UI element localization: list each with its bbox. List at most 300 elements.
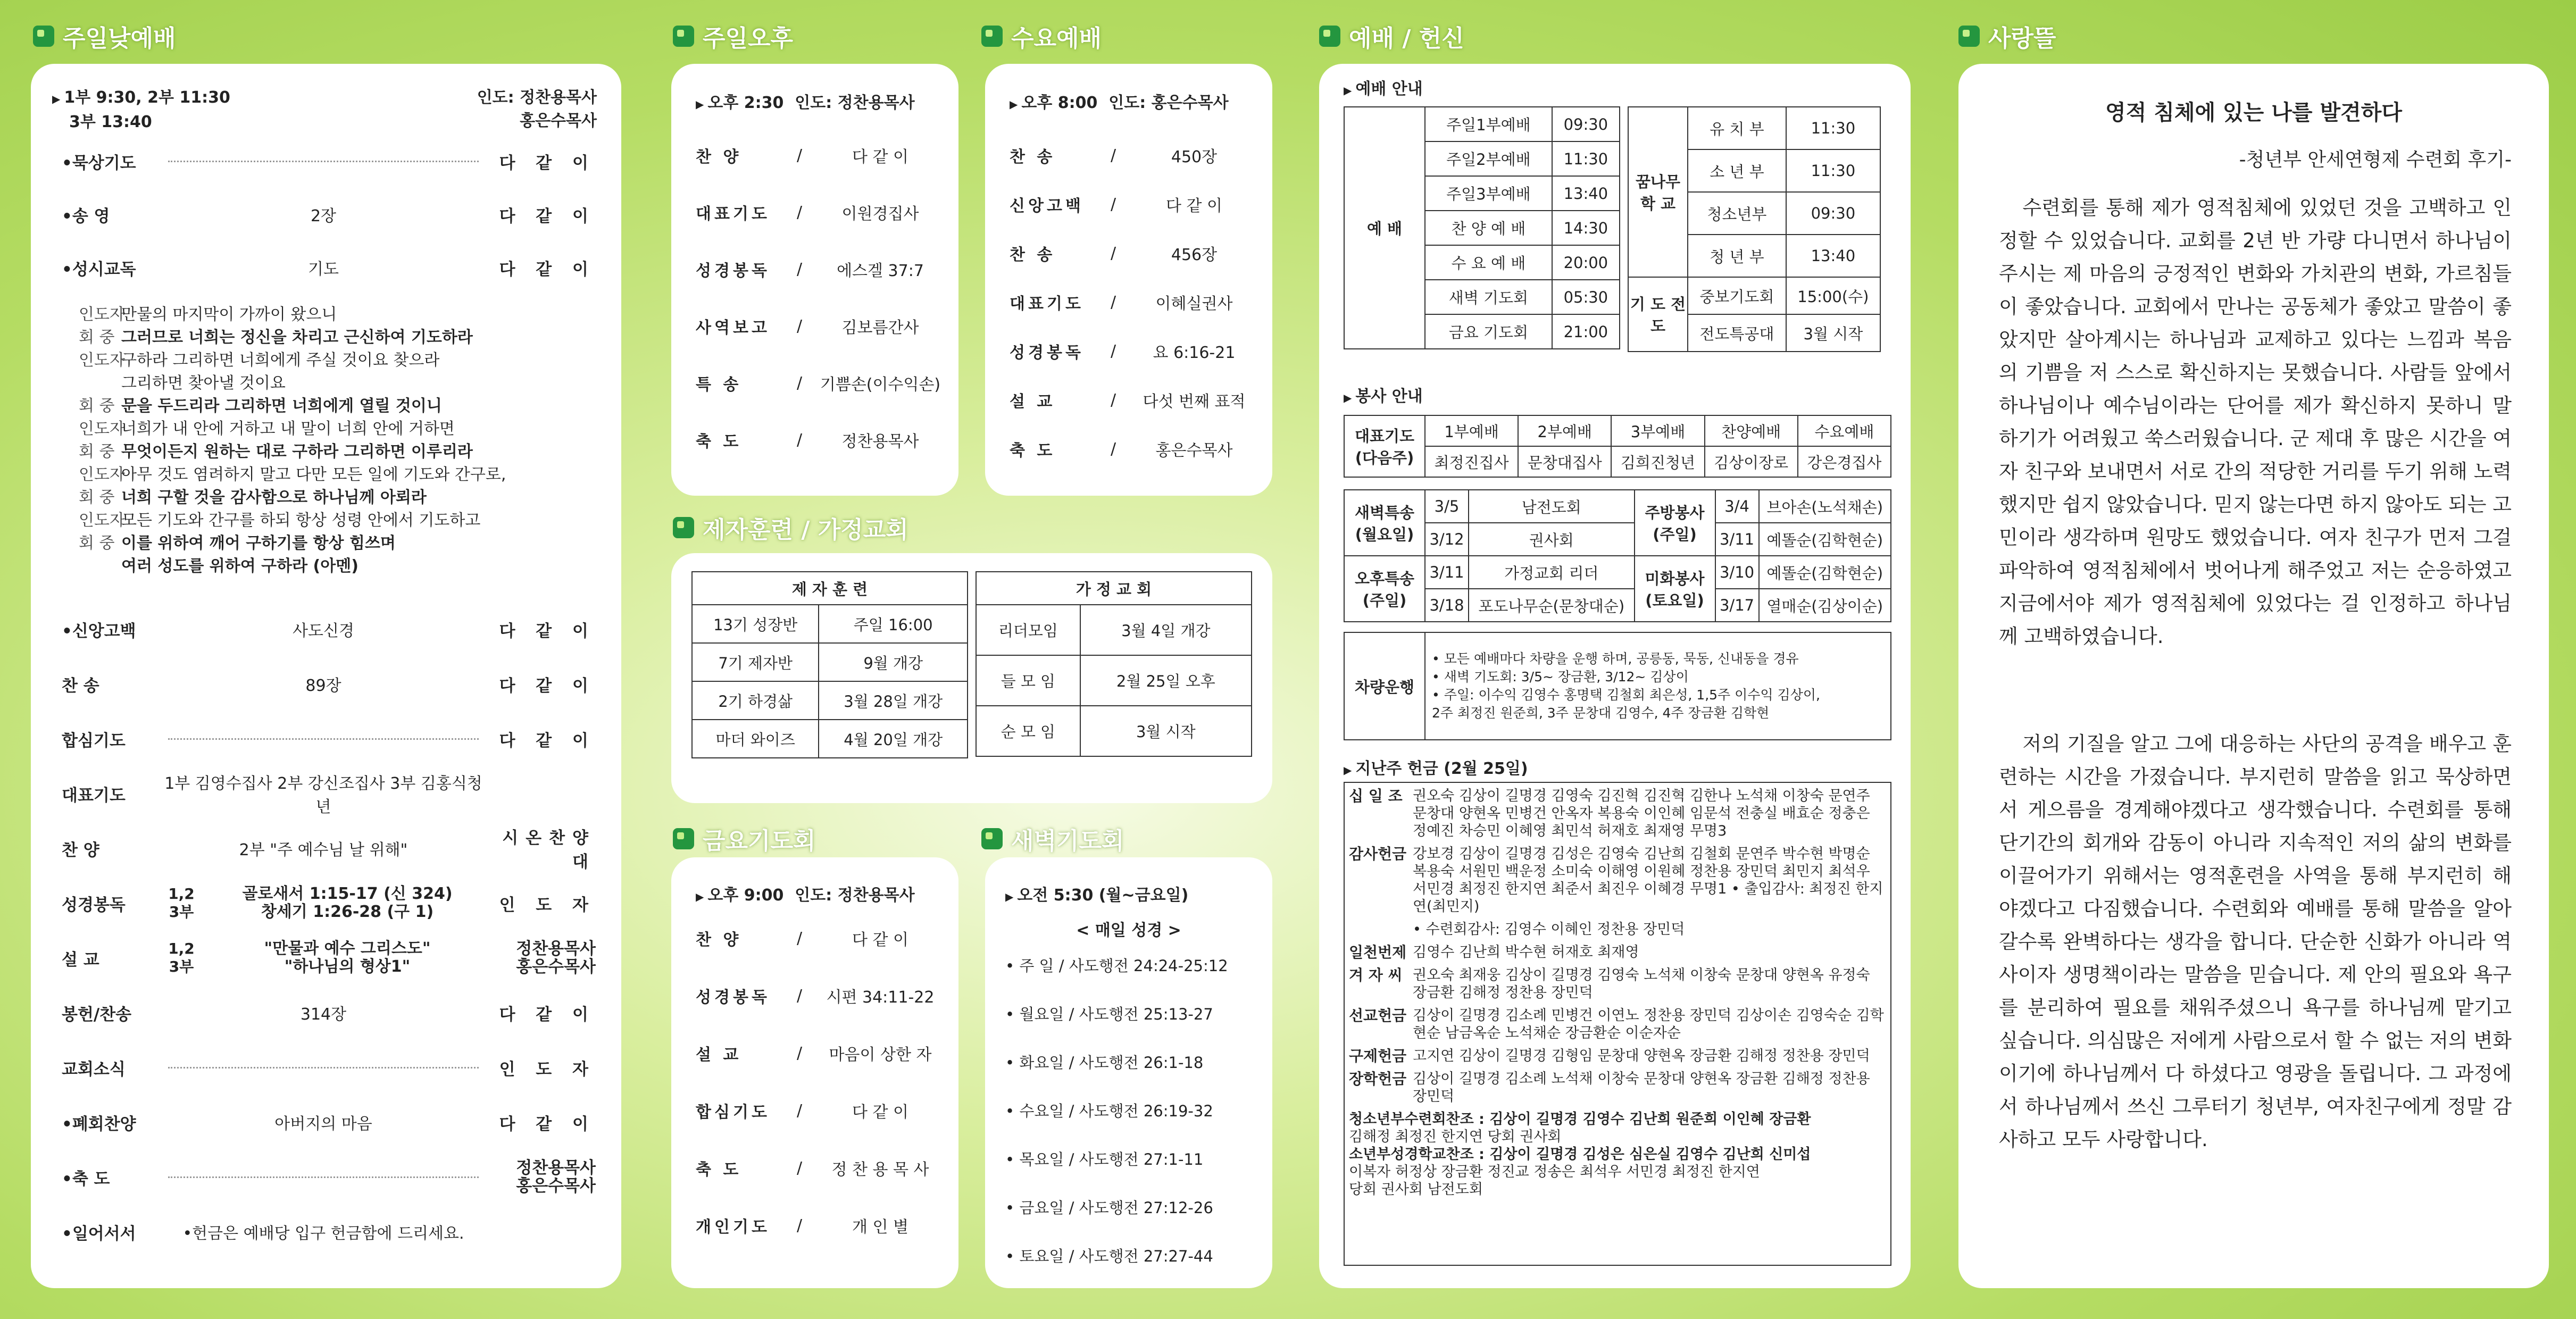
table-cell: 예 배: [1344, 107, 1425, 349]
order-content: [168, 738, 479, 740]
order-content-b: 창세기 1:26-28 (구 1): [261, 903, 434, 921]
order-row: [62, 255, 596, 280]
table-cell: 9월 개강: [819, 643, 968, 681]
order-person-a: 시온찬양대: [502, 829, 596, 872]
order-label: 성경봉독: [62, 895, 126, 915]
order-content-b: "하나님의 형상1": [284, 957, 411, 976]
reading-text: 이를 위하여 깨어 구하기를 항상 힘쓰며: [121, 534, 396, 553]
order-content: [205, 885, 489, 921]
table-cell: 주방봉사 (주일): [1635, 490, 1715, 556]
order-person: [489, 1159, 596, 1195]
table-cell: 청소년부: [1688, 192, 1786, 235]
table-cell: 꿈나무 학 교: [1628, 107, 1688, 277]
service-row: [696, 926, 943, 950]
separator: /: [1111, 390, 1116, 410]
order-person-a: 다 같 이: [499, 153, 596, 173]
service-row: [1010, 193, 1256, 216]
table-cell: 09:30: [1786, 192, 1880, 235]
order-part-a: 1,2: [168, 885, 195, 903]
table-row: [1344, 632, 1891, 740]
order-content: [157, 203, 489, 226]
table-cell: 문창대집사: [1518, 446, 1611, 477]
worship-times: ▶ 1부 9:30, 2부 11:30 3부 13:40: [52, 88, 230, 131]
separator: /: [797, 146, 803, 165]
order-content-a: 아버지의 마음: [274, 1115, 372, 1133]
order-person: [489, 672, 596, 696]
table-row: [1344, 415, 1891, 446]
order-content: [157, 1220, 489, 1243]
order-person: [489, 940, 596, 976]
table-cell: 3월 시작: [1786, 314, 1880, 352]
table-cell: 예똘순(김학현순): [1759, 556, 1891, 589]
dawn-reading: • 토요일 / 사도행전 27:27-44: [1005, 1247, 1213, 1265]
offering-extra: 이복자 허정상 장금환 정진교 정송은 최석우 서민경 최정진 한지연: [1349, 1164, 1760, 1180]
separator: /: [797, 1216, 803, 1235]
dawn-reading: • 주 일 / 사도행전 24:24-25:12: [1005, 957, 1228, 975]
service-value: 개 인 별: [852, 1218, 908, 1237]
service-value: 다 같 이: [852, 148, 908, 166]
table-cell: 유 치 부: [1688, 107, 1786, 149]
bullet-icon: ▶: [1344, 391, 1356, 404]
service-row: [696, 1099, 943, 1122]
separator: /: [797, 373, 803, 393]
section-header-worship: 주일낮예배: [33, 19, 176, 53]
table-cell: 찬양예배: [1705, 415, 1798, 446]
offering-row: [1349, 845, 1886, 915]
reading-line: [79, 486, 506, 509]
separator: /: [797, 203, 803, 222]
table-cell: 브아손(노석채손): [1759, 490, 1891, 523]
offering-type: 십 일 조: [1349, 787, 1403, 805]
order-person: [489, 727, 596, 751]
separator: /: [1111, 439, 1116, 458]
dawn-reading: • 화요일 / 사도행전 26:1-18: [1005, 1054, 1204, 1072]
table-cell: 3/12: [1425, 523, 1469, 556]
order-person: [489, 824, 596, 872]
service-row: [696, 984, 943, 1007]
square-bullet-icon: [673, 26, 694, 47]
table-cell: 09:30: [1552, 107, 1620, 141]
order-person-a: 다 같 이: [499, 206, 596, 226]
separator: /: [1111, 244, 1116, 263]
table-cell: 예똘순(김학현순): [1759, 523, 1891, 556]
offering-row: [1349, 921, 1886, 938]
table-cell: 권사회: [1469, 523, 1635, 556]
separator: /: [797, 929, 803, 948]
table-cell: 열매순(김상이순): [1759, 589, 1891, 622]
service-label: 축 도: [696, 1161, 742, 1179]
order-part: [157, 940, 205, 976]
service-label: 성경봉독: [696, 262, 770, 280]
bullet-icon: ▶: [1010, 98, 1022, 111]
dawn-reading: • 금요일 / 사도행전 27:12-26: [1005, 1199, 1213, 1217]
disciple-table: [691, 571, 968, 758]
table-row: [1344, 107, 1620, 141]
order-person-a: 다 같 이: [499, 731, 596, 750]
table-cell: 최정진집사: [1425, 446, 1518, 477]
serve-guide-title: ▶ 봉사 안내: [1344, 387, 1423, 406]
reading-line: [79, 509, 506, 532]
order-content: [168, 161, 479, 162]
offering-names: 강보경 김상이 길명경 김성은 김영숙 김난희 김철회 문연주 박수현 박명순 복용숙 서원민 백운정 소미숙 이해영 이원혜 정찬용 장민덕 최민지 최석우 서민경 최정진 한지연 최준서 최진우 이혜경 무명1 • 출입감사: 최정진 한지연(최민지): [1413, 846, 1883, 915]
dawn-subtitle: < 매일 성경 >: [1076, 921, 1181, 940]
order-person-a: 다 같 이: [499, 676, 596, 696]
service-label: 특 송: [696, 375, 742, 394]
order-content-a: 2장: [310, 207, 337, 226]
service-label: 설 교: [1010, 393, 1056, 411]
table-cell: 3월 28일 개강: [819, 681, 968, 720]
section-header-wednesday: 수요예배: [981, 19, 1102, 53]
table-cell: 가정교회 리더: [1469, 556, 1635, 589]
order-label: 찬 송: [62, 676, 99, 696]
table-row: [1628, 277, 1880, 314]
order-content: [157, 1111, 489, 1134]
table-cell: 들 모 임: [976, 655, 1080, 706]
service-row: [696, 314, 943, 338]
square-bullet-icon: [673, 517, 694, 538]
table-cell: 주일 16:00: [819, 605, 968, 643]
square-bullet-icon: [1319, 26, 1340, 47]
table-cell: 3월 4일 개강: [1080, 605, 1252, 655]
order-row: [62, 672, 596, 696]
table-row: [1344, 556, 1891, 589]
table-cell: 3/4: [1715, 490, 1759, 523]
service-row: [696, 1214, 943, 1237]
offering-extra: 소년부성경학교찬조 : 김상이 길명경 김성은 심은실 김영수 김난희 신미섭: [1349, 1146, 1811, 1163]
reading-line: [79, 395, 506, 418]
order-label: 교회소식: [62, 1059, 126, 1079]
wednesday-panel: [985, 64, 1272, 496]
table-row: [976, 655, 1252, 706]
service-row: [696, 371, 943, 395]
reading-speaker: 인도자: [79, 511, 125, 530]
order-content-a: 89장: [305, 677, 341, 695]
table-row: [1344, 523, 1891, 556]
service-value: 다 같 이: [1165, 197, 1222, 215]
table-cell: 중보기도회: [1688, 277, 1786, 314]
table-cell: 제 자 훈 련: [692, 572, 968, 605]
table-cell: 미화봉사 (토요일): [1635, 556, 1715, 622]
reading-speaker: 인도자: [79, 420, 125, 438]
order-content-a: 2부 "주 예수님 날 위해": [239, 841, 408, 859]
bullet-icon: ▶: [1344, 764, 1356, 777]
dawn-time: ▶ 오전 5:30 (월~금요일): [1005, 886, 1189, 905]
order-person: [489, 617, 596, 641]
reading-line: [79, 349, 506, 372]
service-value: 456장: [1171, 246, 1218, 264]
reading-speaker: 회 중: [79, 534, 115, 553]
worship-guide-title: ▶ 예배 안내: [1344, 80, 1423, 98]
sunday-pm-panel: [671, 64, 958, 496]
order-content: [157, 617, 489, 641]
square-bullet-icon: [673, 828, 694, 849]
order-row: [62, 1220, 596, 1244]
service-label: 성경봉독: [1010, 344, 1084, 362]
table-cell: 대표기도 (다음주): [1344, 415, 1425, 477]
order-person-a: 다 같 이: [499, 621, 596, 641]
order-row: [62, 1110, 596, 1134]
table-cell: 3/11: [1715, 523, 1759, 556]
table-cell: 3/17: [1715, 589, 1759, 622]
table-cell: 15:00(수): [1786, 277, 1880, 314]
order-content: [157, 256, 489, 279]
order-content-a: •헌금은 예배당 입구 헌금함에 드리세요.: [182, 1224, 464, 1243]
order-person: [489, 1111, 596, 1134]
separator: /: [797, 1158, 803, 1178]
reading-speaker: 회 중: [79, 328, 115, 347]
service-value: 정 찬 용 목 사: [831, 1161, 929, 1179]
table-cell: 2부예배: [1518, 415, 1611, 446]
separator: /: [797, 986, 803, 1005]
square-bullet-icon: [33, 26, 54, 47]
order-row: [62, 202, 596, 227]
order-content: [157, 837, 489, 860]
service-row: [1010, 241, 1256, 265]
service-label: 찬 양: [696, 931, 742, 949]
order-part-b: 3부: [169, 903, 194, 921]
car-line: • 주일: 이수익 김영수 홍명택 김철회 최은성, 1,5주 이수익 김상이,: [1432, 687, 1820, 703]
section-header-love: 사랑뜰: [1958, 19, 2056, 53]
offering-names: 권오숙 김상이 길명경 김영숙 김진혁 김진혁 김한나 노석채 이창숙 문연주 문창대 양현옥 민병건 안옥자 복용숙 이인혜 임문석 전충실 배효순 정충은 정예진 차승민 이혜영 최민석 허재호 최재영 무명3: [1413, 788, 1870, 839]
table-row: [692, 572, 968, 605]
table-cell: 13기 성장반: [692, 605, 819, 643]
service-row: [696, 1156, 943, 1180]
order-person-a: 다 같 이: [499, 260, 596, 279]
reading-line: [79, 463, 506, 486]
order-row: [62, 774, 596, 816]
reading-line: [79, 440, 506, 463]
order-person: [489, 1001, 596, 1025]
reading-text: 그리하면 찾아낼 것이요: [121, 374, 286, 393]
bullet-icon: ▶: [1005, 890, 1018, 903]
table-cell: 가 정 교 회: [976, 572, 1252, 605]
essay-paragraph-1: 수련회를 통해 제가 영적침체에 있었던 것을 고백하고 인정할 수 있었습니다. 교회를 2년 반 가량 다니면서 하나님이 주시는 제 마음의 긍정적인 변화와 가치관의 변화, 가르침들이 좋았습니다. 교회에서 만나는 공동체가 좋았고 말씀이 좋았지만 살아계시는 하나님과 교제하고 있다는 느낌과 복음의 기쁨을 저 스스로 확신하지는 못했습니다. 사람들 앞에서 하나님이나 예수님이라는 단어를 제가 확신하지 못하니 말하기가 어려웠고 쑥스러웠습니다. 군 제대 후 많은 시간을 여자 친구와 보내면서 서로 간의 적당한 거리를 두기 위해 노력했지만 쉽지 않았습니다. 믿지 않는다면 하지 않아도 되는 고민이라 생각하며 원망도 했었습니다. 여자 친구가 먼저 그걸 파악하여 영적침체에서 벗어나게 해주었고 저는 순응하였고 지금에서야 제가 영적침체에 있었다는 걸 인정하고 하나님께 고백하였습니다.: [1999, 196, 2512, 648]
service-label: 설 교: [696, 1046, 742, 1064]
service-value: 다 같 이: [852, 1103, 908, 1122]
offering-row: [1349, 1007, 1886, 1042]
order-label: •일어서서: [62, 1224, 136, 1243]
table-cell: 2기 하경삶: [692, 681, 819, 720]
dawn-panel: [985, 857, 1272, 1288]
table-cell: 수 요 예 배: [1425, 245, 1552, 280]
table-row: [1628, 107, 1880, 149]
offering-row: [1349, 1070, 1886, 1105]
order-row: [62, 1158, 596, 1196]
square-bullet-icon: [981, 26, 1003, 47]
reading-line: [79, 418, 506, 440]
table-cell: 05:30: [1552, 280, 1620, 314]
service-label: 찬 송: [1010, 246, 1056, 264]
square-bullet-icon: [981, 828, 1003, 849]
table-row: [976, 572, 1252, 605]
service-value: 요 6:16-21: [1153, 344, 1236, 362]
offering-names: 김영수 김난희 박수현 허재호 최재영: [1413, 944, 1639, 961]
service-row: [1010, 339, 1256, 363]
table-cell: 11:30: [1786, 149, 1880, 192]
offering-panel: [1319, 64, 1911, 1288]
car-line: • 새벽 기도회: 3/5~ 장금환, 3/12~ 김상이: [1432, 669, 1689, 684]
order-label: 대표기도: [62, 786, 126, 805]
service-value: 다 같 이: [852, 931, 908, 949]
car-text: [1425, 632, 1891, 740]
table-cell: 3부예배: [1611, 415, 1704, 446]
rep-prayer-table: [1344, 415, 1891, 478]
order-part-b: 3부: [169, 958, 194, 975]
service-row: [696, 1041, 943, 1065]
order-label: •폐회찬양: [62, 1114, 136, 1134]
reading-text: 아무 것도 염려하지 말고 다만 모든 일에 기도와 간구로,: [121, 465, 506, 484]
school-table: [1628, 106, 1881, 352]
car-line: • 모든 예배마다 차량을 운행 하며, 공릉동, 묵동, 신내동을 경유: [1432, 651, 1799, 666]
service-label: 축 도: [1010, 441, 1056, 460]
offering-list: [1349, 787, 1886, 1198]
dawn-reading: • 월요일 / 사도행전 25:13-27: [1005, 1005, 1213, 1023]
separator: /: [797, 1101, 803, 1120]
table-cell: 20:00: [1552, 245, 1620, 280]
service-row: [1010, 388, 1256, 412]
service-value: 에스겔 37:7: [837, 262, 924, 280]
service-label: 대표기도: [696, 205, 770, 223]
order-label: 합심기도: [62, 731, 126, 750]
offering-type: 감사헌금: [1349, 845, 1407, 863]
offering-names: • 수련회감사: 김영수 이혜인 정찬용 장민덕: [1413, 921, 1685, 938]
reading-line: [79, 532, 506, 555]
order-content: [157, 1001, 489, 1024]
order-person-a: 정찬용목사: [516, 939, 596, 958]
car-line: 2주 최정진 원준희, 3주 문창대 김영수, 4주 장금환 김학현: [1432, 705, 1770, 721]
table-cell: 김상이장로: [1705, 446, 1798, 477]
table-row: [976, 706, 1252, 756]
table-cell: 남전도회: [1469, 490, 1635, 523]
section-header-offering: 예배 / 헌신: [1319, 19, 1464, 53]
order-person-a: 다 같 이: [499, 1005, 596, 1024]
order-label: •신앙고백: [62, 621, 136, 641]
order-label: 찬 양: [62, 840, 99, 860]
offering-row: [1349, 966, 1886, 1001]
love-panel: [1958, 64, 2549, 1288]
order-row: [62, 1055, 596, 1080]
section-header-sunday-pm: 주일오후: [673, 19, 793, 53]
reading-text: 무엇이든지 원하는 대로 구하라 그리하면 이루리라: [121, 443, 473, 461]
reading-speaker: 회 중: [79, 397, 115, 415]
service-value: 홍은수목사: [1155, 441, 1233, 460]
table-cell: 수요예배: [1798, 415, 1891, 446]
sunday-pm-list: [696, 144, 943, 484]
order-person-b: 홍은수목사: [516, 1176, 596, 1196]
separator: /: [797, 316, 803, 336]
separator: /: [1111, 146, 1116, 165]
table-cell: 찬 양 예 배: [1425, 211, 1552, 245]
table-cell: 리더모임: [976, 605, 1080, 655]
reading-line: [79, 555, 506, 578]
car-label: 차량운행: [1344, 632, 1425, 740]
section-header-friday: 금요기도회: [673, 822, 816, 856]
offering-row: [1349, 944, 1886, 961]
essay-title: 영적 침체에 있는 나를 발견하다: [2105, 101, 2403, 125]
table-row: [692, 643, 968, 681]
reading-speaker: 인도자: [79, 465, 125, 484]
table-cell: 3/10: [1715, 556, 1759, 589]
service-value: 기쁨손(이수익손): [820, 375, 941, 394]
order-row: [62, 149, 596, 173]
bullet-icon: ▶: [696, 890, 708, 903]
reading-text: 너희가 내 안에 거하고 내 말이 너희 안에 거하면: [121, 420, 455, 438]
offering-extra: 청소년부수련회찬조 : 김상이 길명경 김영수 김난희 원준희 이인혜 장금환: [1349, 1111, 1811, 1128]
order-row: [62, 829, 596, 872]
dawn-reading: • 목요일 / 사도행전 27:1-11: [1005, 1150, 1204, 1168]
offering-list-box: [1344, 782, 1891, 1266]
bullet-icon: ▶: [1344, 84, 1356, 97]
table-cell: 주일1부예배: [1425, 107, 1552, 141]
section-header-training: 제자훈련 / 가정교회: [673, 511, 908, 545]
offering-names: 권오숙 최재웅 김상이 길명경 김영숙 노석채 이창숙 문창대 양현옥 유정숙 장금환 김해정 정찬용 장민덕: [1413, 967, 1870, 1001]
table-cell: 11:30: [1786, 107, 1880, 149]
order-person: [489, 891, 596, 915]
reading-speaker: 인도자: [79, 305, 125, 324]
essay-paragraph-2: 저의 기질을 알고 그에 대응하는 사단의 공격을 배우고 훈련하는 시간을 가졌습니다. 부지런히 말씀을 읽고 묵상하면서 게으름을 경계해야겠다고 생각했습니다. 수련회를 통해 단기간의 회개와 감동이 아니라 지속적인 저의 삶의 변화를 이끌어가기 위해서는 영적훈련을 사역을 통해 부지런히 해야겠다고 다짐했습니다. 수련회와 예배를 통해 말씀을 알아갈수록 완벽하다는 생각을 합니다. 단순한 신화가 아니라 역사이자 생명책이라는 말씀을 믿습니다. 제 안의 필요와 욕구를 분리하여 필요를 채워주셨으니 욕구를 하나님께 맡기고 싶습니다. 의심많은 저에게 사람으로서 할 수 없는 저의 변화이기에 하나님께서 다 하셨다고 영광을 돌립니다. 그 과정에서 하나님께서 쓰신 그루터기 청년부, 여자친구에게 정말 감사하고 모두 사랑합니다.: [1999, 732, 2512, 1151]
order-content: [168, 1067, 479, 1068]
worship-leader: 인도: 정찬용목사 홍은수목사: [477, 88, 597, 130]
order-label: •송 영: [62, 206, 110, 226]
order-content: [168, 1176, 479, 1178]
separator: /: [797, 430, 803, 449]
service-row: [696, 428, 943, 452]
table-cell: 강은경집사: [1798, 446, 1891, 477]
service-label: 신앙고백: [1010, 197, 1084, 215]
table-cell: 소 년 부: [1688, 149, 1786, 192]
table-cell: 3/11: [1425, 556, 1469, 589]
reading-line: [79, 372, 506, 395]
sunday-pm-time: ▶ 오후 2:30 인도: 정찬용목사: [696, 94, 915, 112]
service-row: [1010, 290, 1256, 314]
table-cell: 21:00: [1552, 314, 1620, 349]
table-cell: 3월 시작: [1080, 706, 1252, 756]
table-cell: 4월 20일 개강: [819, 720, 968, 758]
order-person: [489, 203, 596, 227]
friday-list: [696, 926, 943, 1278]
offering-names: 김상이 길명경 김소례 민병건 이연노 정찬용 장민덕 김상이손 김영숙순 김학현순 남금옥순 노석채순 장금환순 이순자순: [1413, 1007, 1884, 1041]
order-person-b: 홍은수목사: [516, 957, 596, 976]
section-header-dawn: 새벽기도회: [981, 822, 1124, 856]
offering-extra: 당회 권사회 남전도회: [1349, 1181, 1483, 1198]
order-content-a: 1부 김영수집사 2부 강신조집사 3부 김홍식청년: [164, 774, 482, 816]
service-value: 450장: [1171, 148, 1218, 166]
reading-text: 문을 두드리라 그리하면 너희에게 열릴 것이니: [121, 397, 442, 415]
table-row: [692, 681, 968, 720]
dawn-reading-list: [1005, 954, 1228, 1288]
table-cell: 포도나무순(문창대순): [1469, 589, 1635, 622]
table-cell: 전도특공대: [1688, 314, 1786, 352]
table-row: [1344, 446, 1891, 477]
table-cell: 오후특송 (주일): [1344, 556, 1425, 622]
service-row: [696, 144, 943, 167]
service-table: [1344, 106, 1620, 349]
table-cell: 주일3부예배: [1425, 176, 1552, 211]
table-cell: 기 도 전 도: [1628, 277, 1688, 352]
service-row: [696, 201, 943, 224]
square-bullet-icon: [1958, 26, 1980, 47]
service-label: 사역보고: [696, 319, 770, 337]
table-cell: 금요 기도회: [1425, 314, 1552, 349]
order-content: [205, 940, 489, 976]
order-row: [62, 884, 596, 921]
table-cell: 2월 25일 오후: [1080, 655, 1252, 706]
separator: /: [1111, 195, 1116, 214]
reading-speaker: 회 중: [79, 488, 115, 507]
offering-type: 장학헌금: [1349, 1070, 1407, 1088]
order-content: [157, 770, 489, 817]
worship-panel: [31, 64, 621, 1288]
